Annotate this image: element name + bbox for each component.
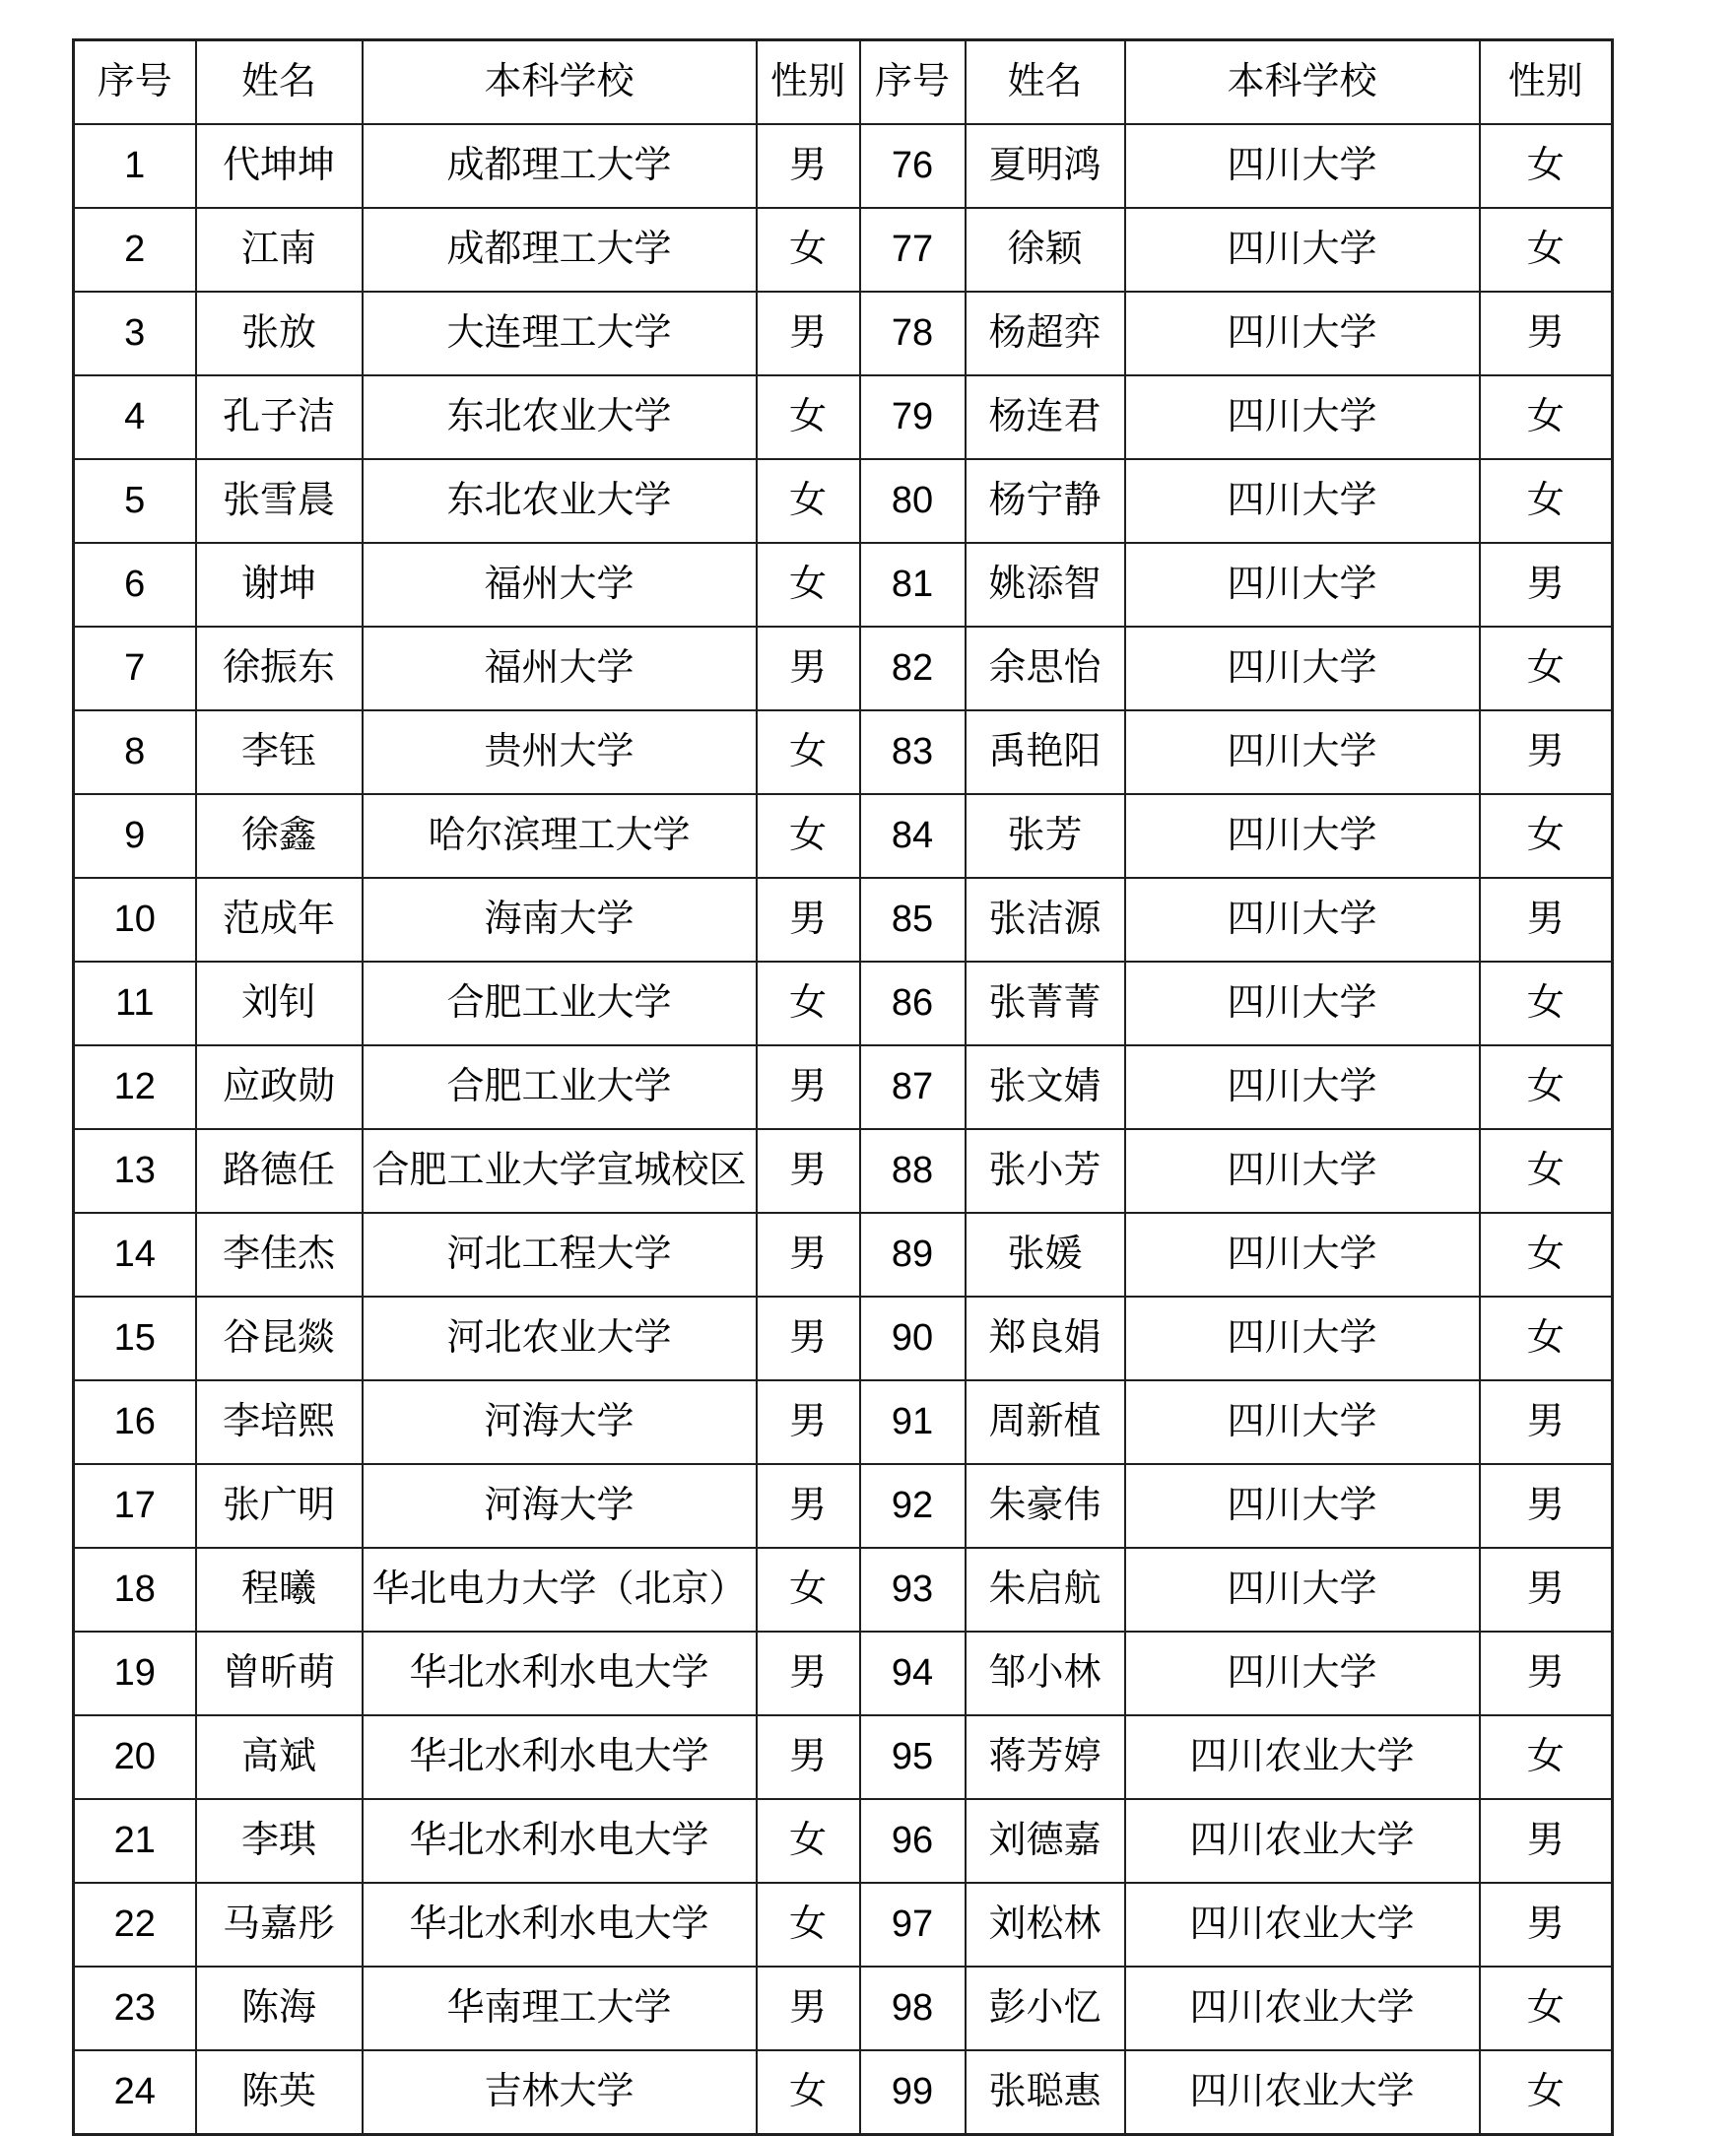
cell-name-right: 张文婧 [966, 1045, 1125, 1129]
cell-seq-left: 14 [74, 1213, 196, 1297]
cell-gender-right: 男 [1480, 1883, 1613, 1967]
cell-gender-right: 女 [1480, 459, 1613, 543]
cell-gender-left: 男 [757, 1632, 860, 1715]
cell-seq-right: 91 [860, 1380, 966, 1464]
cell-school-left: 华北水利水电大学 [363, 1632, 757, 1715]
cell-gender-right: 女 [1480, 375, 1613, 459]
cell-gender-left: 男 [757, 1297, 860, 1380]
cell-name-left: 张放 [196, 292, 363, 375]
cell-school-left: 东北农业大学 [363, 459, 757, 543]
cell-gender-left: 男 [757, 1715, 860, 1799]
cell-name-right: 张芳 [966, 794, 1125, 878]
table-row [74, 1799, 1613, 1883]
cell-name-right: 张洁源 [966, 878, 1125, 962]
cell-gender-right: 女 [1480, 1213, 1613, 1297]
table-row [74, 1715, 1613, 1799]
header-gender-right: 性别 [1480, 40, 1613, 125]
cell-gender-left: 女 [757, 794, 860, 878]
table-row [74, 710, 1613, 794]
cell-seq-right: 96 [860, 1799, 966, 1883]
table-row [74, 124, 1613, 208]
table-row [74, 878, 1613, 962]
cell-school-right: 四川大学 [1125, 124, 1480, 208]
header-seq-left: 序号 [74, 40, 196, 125]
cell-seq-right: 90 [860, 1297, 966, 1380]
cell-school-left: 河海大学 [363, 1380, 757, 1464]
cell-seq-left: 19 [74, 1632, 196, 1715]
table-row [74, 1129, 1613, 1213]
cell-name-left: 曾昕萌 [196, 1632, 363, 1715]
cell-school-left: 合肥工业大学宣城校区 [363, 1129, 757, 1213]
cell-gender-right: 女 [1480, 1045, 1613, 1129]
cell-seq-left: 23 [74, 1967, 196, 2050]
cell-seq-left: 7 [74, 627, 196, 710]
table-body [74, 124, 1613, 2135]
cell-name-right: 夏明鸿 [966, 124, 1125, 208]
cell-school-left: 福州大学 [363, 627, 757, 710]
cell-name-right: 余思怡 [966, 627, 1125, 710]
table-row [74, 1967, 1613, 2050]
cell-gender-right: 男 [1480, 1632, 1613, 1715]
cell-school-right: 四川大学 [1125, 1045, 1480, 1129]
cell-gender-left: 女 [757, 1799, 860, 1883]
cell-gender-left: 男 [757, 292, 860, 375]
cell-school-right: 四川大学 [1125, 375, 1480, 459]
cell-seq-left: 22 [74, 1883, 196, 1967]
cell-name-right: 周新植 [966, 1380, 1125, 1464]
cell-school-right: 四川农业大学 [1125, 1799, 1480, 1883]
cell-gender-right: 女 [1480, 1967, 1613, 2050]
table-row [74, 375, 1613, 459]
cell-name-right: 禹艳阳 [966, 710, 1125, 794]
cell-seq-left: 10 [74, 878, 196, 962]
cell-seq-right: 88 [860, 1129, 966, 1213]
student-roster-table [72, 38, 1614, 2136]
cell-seq-right: 84 [860, 794, 966, 878]
cell-seq-left: 11 [74, 962, 196, 1045]
table-row [74, 1380, 1613, 1464]
cell-school-right: 四川农业大学 [1125, 1883, 1480, 1967]
table-row [74, 1464, 1613, 1548]
cell-school-right: 四川大学 [1125, 1548, 1480, 1632]
cell-gender-right: 男 [1480, 1548, 1613, 1632]
cell-name-left: 张广明 [196, 1464, 363, 1548]
cell-school-right: 四川大学 [1125, 1297, 1480, 1380]
cell-school-left: 华南理工大学 [363, 1967, 757, 2050]
cell-seq-right: 87 [860, 1045, 966, 1129]
cell-school-left: 合肥工业大学 [363, 1045, 757, 1129]
cell-name-left: 李佳杰 [196, 1213, 363, 1297]
header-name-left: 姓名 [196, 40, 363, 125]
cell-school-left: 吉林大学 [363, 2050, 757, 2135]
cell-school-right: 四川大学 [1125, 1632, 1480, 1715]
cell-name-right: 杨超弈 [966, 292, 1125, 375]
cell-name-right: 朱豪伟 [966, 1464, 1125, 1548]
cell-school-left: 贵州大学 [363, 710, 757, 794]
cell-gender-left: 男 [757, 1129, 860, 1213]
cell-seq-left: 12 [74, 1045, 196, 1129]
table-row [74, 208, 1613, 292]
cell-school-left: 成都理工大学 [363, 208, 757, 292]
cell-school-left: 华北水利水电大学 [363, 1883, 757, 1967]
cell-name-right: 刘松林 [966, 1883, 1125, 1967]
cell-seq-left: 13 [74, 1129, 196, 1213]
cell-gender-left: 女 [757, 543, 860, 627]
cell-name-left: 李琪 [196, 1799, 363, 1883]
cell-name-left: 高斌 [196, 1715, 363, 1799]
cell-seq-left: 15 [74, 1297, 196, 1380]
cell-school-right: 四川大学 [1125, 1464, 1480, 1548]
cell-gender-left: 男 [757, 1213, 860, 1297]
cell-school-right: 四川大学 [1125, 208, 1480, 292]
cell-gender-left: 男 [757, 1967, 860, 2050]
cell-gender-left: 男 [757, 124, 860, 208]
cell-seq-left: 17 [74, 1464, 196, 1548]
cell-seq-left: 5 [74, 459, 196, 543]
cell-name-left: 路德任 [196, 1129, 363, 1213]
cell-school-right: 四川大学 [1125, 1213, 1480, 1297]
cell-school-left: 哈尔滨理工大学 [363, 794, 757, 878]
cell-gender-left: 男 [757, 878, 860, 962]
cell-gender-left: 女 [757, 1883, 860, 1967]
cell-school-right: 四川农业大学 [1125, 1967, 1480, 2050]
cell-seq-left: 24 [74, 2050, 196, 2135]
cell-seq-right: 83 [860, 710, 966, 794]
cell-gender-right: 女 [1480, 962, 1613, 1045]
cell-name-right: 杨连君 [966, 375, 1125, 459]
cell-school-right: 四川农业大学 [1125, 1715, 1480, 1799]
cell-school-right: 四川大学 [1125, 543, 1480, 627]
cell-name-left: 李钰 [196, 710, 363, 794]
cell-name-right: 杨宁静 [966, 459, 1125, 543]
cell-name-right: 蒋芳婷 [966, 1715, 1125, 1799]
cell-name-left: 徐振东 [196, 627, 363, 710]
cell-school-left: 河北工程大学 [363, 1213, 757, 1297]
cell-school-right: 四川大学 [1125, 1380, 1480, 1464]
cell-name-right: 刘德嘉 [966, 1799, 1125, 1883]
cell-seq-right: 86 [860, 962, 966, 1045]
cell-seq-right: 99 [860, 2050, 966, 2135]
cell-name-right: 徐颖 [966, 208, 1125, 292]
cell-seq-right: 82 [860, 627, 966, 710]
cell-seq-left: 18 [74, 1548, 196, 1632]
cell-gender-right: 女 [1480, 2050, 1613, 2135]
cell-name-right: 郑良娟 [966, 1297, 1125, 1380]
header-seq-right: 序号 [860, 40, 966, 125]
cell-school-right: 四川大学 [1125, 292, 1480, 375]
cell-gender-left: 女 [757, 710, 860, 794]
cell-name-left: 谷昆燚 [196, 1297, 363, 1380]
cell-school-left: 海南大学 [363, 878, 757, 962]
header-gender-left: 性别 [757, 40, 860, 125]
table-row [74, 627, 1613, 710]
cell-name-left: 应政勋 [196, 1045, 363, 1129]
cell-school-left: 华北水利水电大学 [363, 1799, 757, 1883]
cell-seq-right: 81 [860, 543, 966, 627]
cell-school-right: 四川农业大学 [1125, 2050, 1480, 2135]
cell-name-right: 张小芳 [966, 1129, 1125, 1213]
cell-gender-left: 男 [757, 627, 860, 710]
cell-name-left: 江南 [196, 208, 363, 292]
cell-gender-left: 女 [757, 2050, 860, 2135]
cell-school-right: 四川大学 [1125, 1129, 1480, 1213]
cell-seq-right: 94 [860, 1632, 966, 1715]
cell-seq-left: 6 [74, 543, 196, 627]
cell-gender-left: 男 [757, 1045, 860, 1129]
cell-gender-right: 男 [1480, 292, 1613, 375]
cell-name-left: 程曦 [196, 1548, 363, 1632]
cell-school-left: 华北水利水电大学 [363, 1715, 757, 1799]
table-row [74, 1045, 1613, 1129]
table-row [74, 1632, 1613, 1715]
cell-name-left: 陈海 [196, 1967, 363, 2050]
cell-name-left: 孔子洁 [196, 375, 363, 459]
cell-seq-left: 16 [74, 1380, 196, 1464]
table-row [74, 794, 1613, 878]
cell-gender-left: 男 [757, 1464, 860, 1548]
cell-gender-left: 女 [757, 962, 860, 1045]
table-row [74, 292, 1613, 375]
cell-gender-right: 女 [1480, 627, 1613, 710]
cell-gender-right: 女 [1480, 1715, 1613, 1799]
cell-gender-right: 男 [1480, 710, 1613, 794]
cell-seq-right: 80 [860, 459, 966, 543]
table-row [74, 459, 1613, 543]
cell-school-right: 四川大学 [1125, 710, 1480, 794]
cell-seq-left: 4 [74, 375, 196, 459]
cell-seq-right: 77 [860, 208, 966, 292]
cell-name-left: 代坤坤 [196, 124, 363, 208]
cell-seq-left: 9 [74, 794, 196, 878]
cell-name-right: 张媛 [966, 1213, 1125, 1297]
table-row [74, 1883, 1613, 1967]
cell-school-left: 华北电力大学（北京） [363, 1548, 757, 1632]
cell-name-left: 范成年 [196, 878, 363, 962]
cell-school-right: 四川大学 [1125, 962, 1480, 1045]
cell-name-right: 张菁菁 [966, 962, 1125, 1045]
header-school-left: 本科学校 [363, 40, 757, 125]
cell-gender-left: 女 [757, 459, 860, 543]
header-name-right: 姓名 [966, 40, 1125, 125]
cell-name-left: 徐鑫 [196, 794, 363, 878]
cell-seq-right: 78 [860, 292, 966, 375]
table-row [74, 1213, 1613, 1297]
table-row [74, 1297, 1613, 1380]
cell-seq-left: 20 [74, 1715, 196, 1799]
cell-name-right: 张聪惠 [966, 2050, 1125, 2135]
table-row [74, 1548, 1613, 1632]
cell-seq-left: 3 [74, 292, 196, 375]
cell-name-right: 彭小忆 [966, 1967, 1125, 2050]
cell-seq-right: 89 [860, 1213, 966, 1297]
cell-gender-left: 男 [757, 1380, 860, 1464]
cell-school-left: 合肥工业大学 [363, 962, 757, 1045]
cell-seq-right: 98 [860, 1967, 966, 2050]
cell-seq-left: 8 [74, 710, 196, 794]
cell-name-right: 朱启航 [966, 1548, 1125, 1632]
cell-gender-right: 女 [1480, 1297, 1613, 1380]
cell-gender-right: 男 [1480, 878, 1613, 962]
cell-gender-right: 女 [1480, 208, 1613, 292]
cell-seq-right: 76 [860, 124, 966, 208]
cell-seq-left: 21 [74, 1799, 196, 1883]
cell-gender-right: 女 [1480, 124, 1613, 208]
cell-school-left: 福州大学 [363, 543, 757, 627]
cell-school-left: 河海大学 [363, 1464, 757, 1548]
table-row [74, 543, 1613, 627]
table-row [74, 962, 1613, 1045]
cell-school-left: 大连理工大学 [363, 292, 757, 375]
cell-seq-right: 95 [860, 1715, 966, 1799]
cell-name-right: 姚添智 [966, 543, 1125, 627]
cell-gender-right: 女 [1480, 794, 1613, 878]
cell-name-left: 谢坤 [196, 543, 363, 627]
cell-school-left: 东北农业大学 [363, 375, 757, 459]
cell-gender-right: 男 [1480, 1380, 1613, 1464]
cell-school-left: 成都理工大学 [363, 124, 757, 208]
cell-school-right: 四川大学 [1125, 794, 1480, 878]
cell-gender-left: 女 [757, 375, 860, 459]
cell-school-right: 四川大学 [1125, 627, 1480, 710]
cell-seq-left: 2 [74, 208, 196, 292]
cell-gender-left: 女 [757, 1548, 860, 1632]
cell-gender-right: 男 [1480, 1799, 1613, 1883]
table-row [74, 2050, 1613, 2135]
header-row [74, 40, 1613, 125]
cell-name-left: 陈英 [196, 2050, 363, 2135]
cell-name-left: 刘钊 [196, 962, 363, 1045]
cell-school-right: 四川大学 [1125, 878, 1480, 962]
cell-name-left: 张雪晨 [196, 459, 363, 543]
cell-name-right: 邹小林 [966, 1632, 1125, 1715]
cell-seq-left: 1 [74, 124, 196, 208]
header-school-right: 本科学校 [1125, 40, 1480, 125]
cell-gender-right: 女 [1480, 1129, 1613, 1213]
cell-gender-right: 男 [1480, 1464, 1613, 1548]
cell-name-left: 李培熙 [196, 1380, 363, 1464]
cell-seq-right: 97 [860, 1883, 966, 1967]
cell-seq-right: 92 [860, 1464, 966, 1548]
cell-school-left: 河北农业大学 [363, 1297, 757, 1380]
cell-seq-right: 85 [860, 878, 966, 962]
cell-name-left: 马嘉彤 [196, 1883, 363, 1967]
cell-gender-right: 男 [1480, 543, 1613, 627]
cell-school-right: 四川大学 [1125, 459, 1480, 543]
cell-gender-left: 女 [757, 208, 860, 292]
cell-seq-right: 93 [860, 1548, 966, 1632]
cell-seq-right: 79 [860, 375, 966, 459]
